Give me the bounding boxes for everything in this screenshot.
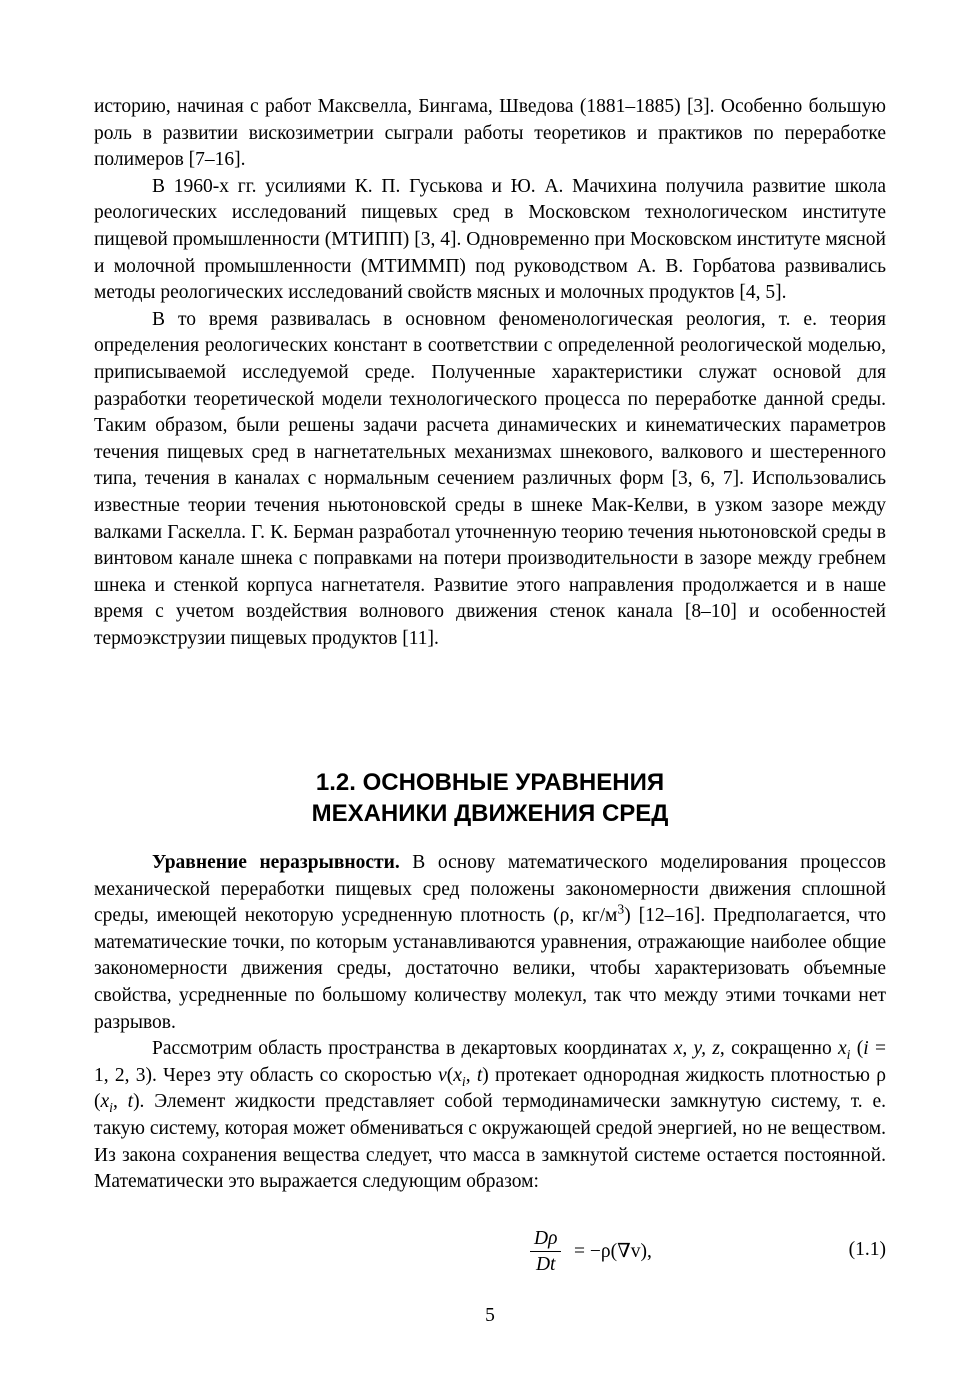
equation-rhs: = −ρ(∇v), — [574, 1241, 652, 1262]
paragraph-region: Рассмотрим область пространства в декартовых координатах x, y, z, сокращенно $x_i$ (i = 1, 2, 3). Через эту область со скоростью $v(x_i$, t) протекает однородная жидкость плотностью ρ ($x_i$, t). Элемент жидкости представляет собой термодинамически замкнутую систему, т. е. такую систему, которая может обмениваться с окружающей средой энергией, но не веществом. Из закона сохранения вещества следует, что масса в замкнутой системе остается постоянной. Математически это выражается следующим образом: — [94, 1038, 887, 1193]
paragraph-phenomenological: В то время развивалась в основном феноменологическая реология, т. е. теория определения реологических констант в соответствии с определенной реологической моделью, приписываемой исследуемой среде. Полученные характеристики служат основой для разработки теоретической модели технологического процесса по переработке данной среды. Таким образом, были решены задачи расчета динамических и кинематических параметров течения пищевых сред в нагнетательных механизмах шнекового, валкового и шестеренного типа, течения в каналах с нормальным сечением различных форм [3, 6, 7]. Использовались известные теории течения ньютоновской среды в шнеке Мак-Келви, в узком зазоре между валками Гаскелла. Г. К. Берман разработал уточненную теорию течения ньютоновской среды в винтовом канале шнека с поправками на потери производительности в зазоре между гребнем шнека и стенкой корпуса нагнетателя. Развитие этого направления продолжается и в наше время с учетом воздействия волнового движения стенок канала [8–10] и особенностей термоэкструзии пищевых продуктов [11]. — [94, 308, 886, 649]
section-heading — [94, 767, 886, 829]
paragraph-mtipp: В 1960-х гг. усилиями К. П. Гуськова и Ю. А. Мачихина получила развитие школа реологических исследований пищевых сред в Московском технологическом институте пищевой промышленности (МТИПП) [3, 4]. Одновременно при Московском институте мясной и молочной промышленности (МТИММП) под руководством А. В. Горбатова развивались методы реологических исследований свойств мясных и молочных продуктов [4, 5]. — [94, 175, 886, 304]
paragraph-continuity: Уравнение неразрывности. В основу математического моделирования процессов механической переработки пищевых сред положены закономерности движения сплошной среды, имеющей некоторую усредненную плотность (ρ, $кг/м^3$) [12–16]. Предполагается, что математические точки, по которым устанавливаются уравнения, отражающие наиболее общие закономерности движения среды, достаточно велики, чтобы характеризовать объемные свойства, усредненные по большому количеству молекул, так что между этими точками нет разрывов. — [94, 852, 886, 1033]
fraction-numerator: Dρ — [530, 1227, 561, 1252]
equation-1-1 — [94, 1227, 886, 1283]
equation-fraction — [530, 1227, 561, 1278]
continuity-text-block — [94, 850, 886, 1196]
fraction-denominator: Dt — [535, 1254, 556, 1275]
heading-line-1: 1.2. ОСНОВНЫЕ УРАВНЕНИЯ — [315, 769, 665, 796]
heading-line-2: МЕХАНИКИ ДВИЖЕНИЯ СРЕД — [311, 800, 669, 827]
equation-number: (1.1) — [848, 1239, 886, 1260]
page-number: 5 — [485, 1305, 495, 1326]
intro-text-block — [94, 94, 886, 652]
continuity-label: Уравнение неразрывности. — [152, 852, 400, 873]
paragraph-history: историю, начиная с работ Максвелла, Бингама, Шведова (1881–1885) [3]. Особенно большую роль в развитии вискозиметрии сыграли работы теоретиков и практиков по переработке полимеров [7–16]. — [94, 96, 886, 171]
